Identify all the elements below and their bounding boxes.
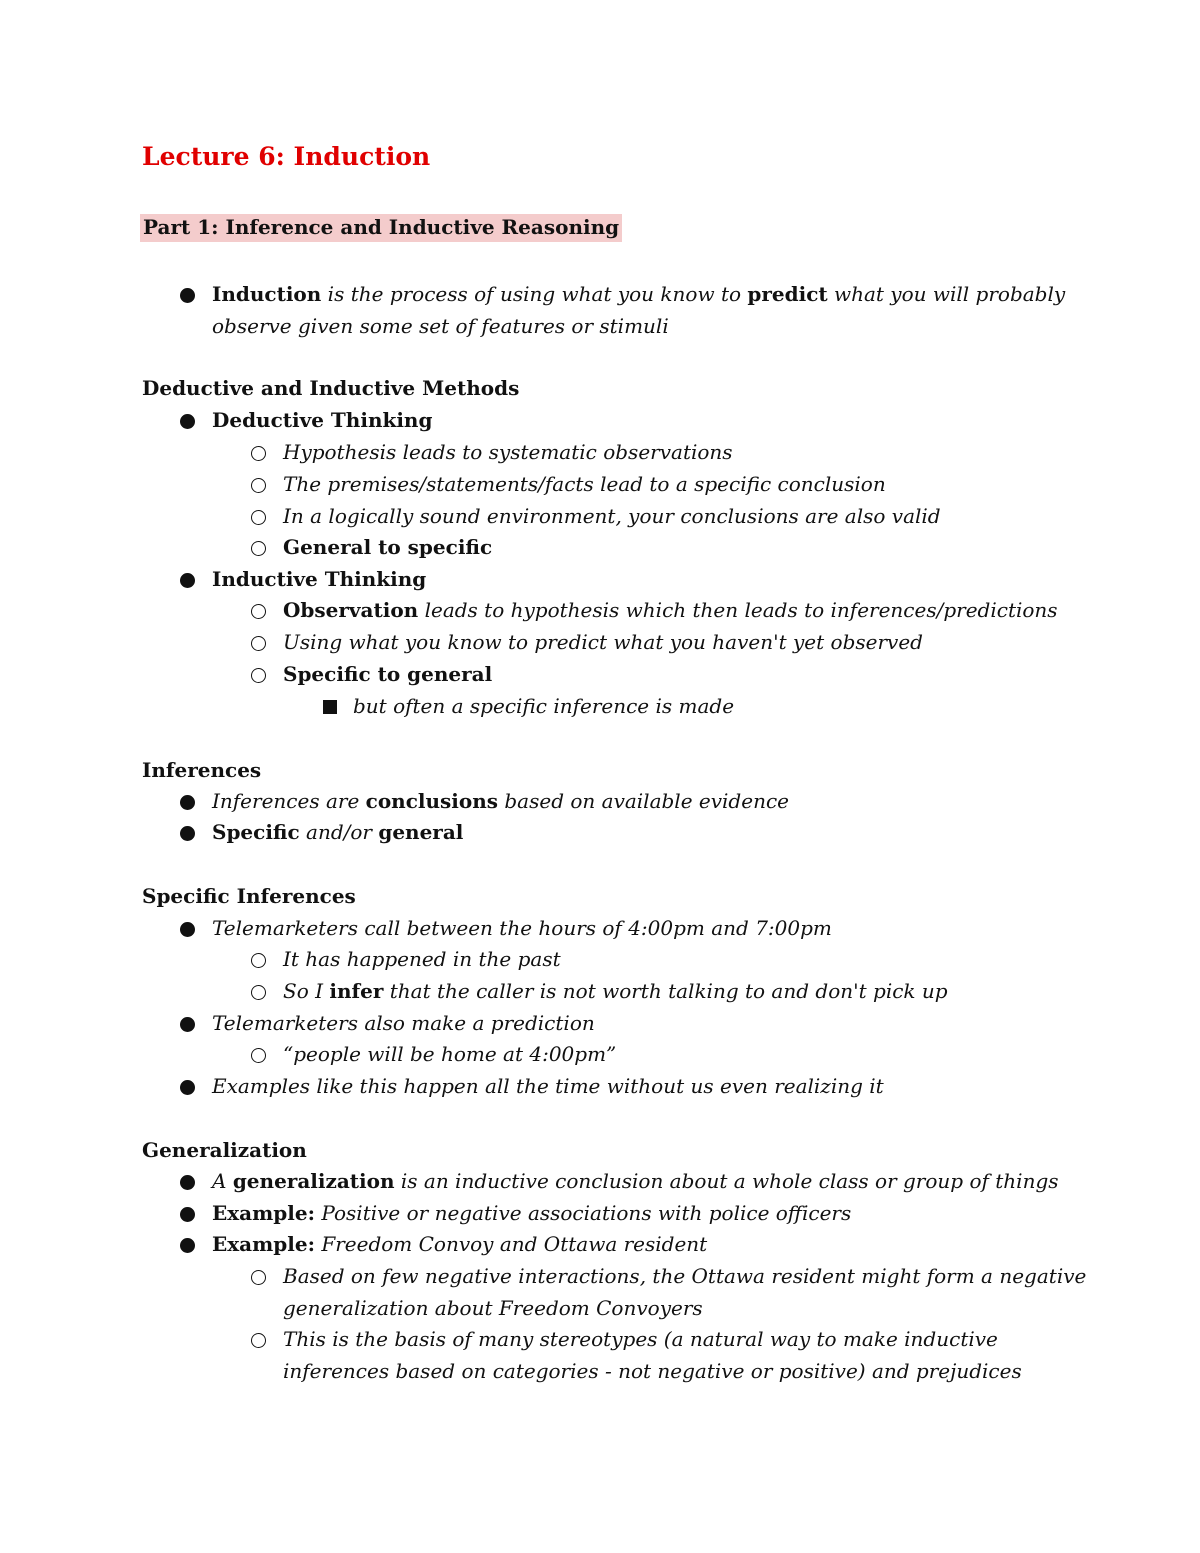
term-infer: infer bbox=[329, 979, 384, 1003]
section-heading-inferences: Inferences bbox=[142, 758, 262, 782]
generalization-point-1 bbox=[212, 1171, 1059, 1191]
bullet-disc bbox=[180, 1080, 195, 1095]
term-conclusions: conclusions bbox=[365, 789, 499, 813]
specific-1b-text: So I bbox=[283, 979, 330, 1003]
term-specific: Specific bbox=[212, 820, 300, 844]
bullet-disc bbox=[180, 826, 195, 841]
bullet-circle bbox=[251, 541, 266, 556]
bullet-circle bbox=[251, 446, 266, 461]
bullet-circle bbox=[251, 985, 266, 1000]
example-label: Example: bbox=[212, 1201, 315, 1225]
specific-point-1b bbox=[283, 981, 948, 1001]
specific-1b-text-end: that the caller is not worth talking to and don't pick up bbox=[383, 979, 948, 1003]
generalization-point-3b-line-2: inferences based on categories - not negative or positive) and prejudices bbox=[283, 1359, 1022, 1383]
bullet-circle bbox=[251, 1048, 266, 1063]
inductive-point-1-text: leads to hypothesis which then leads to inferences/predictions bbox=[418, 598, 1058, 622]
bullet-disc bbox=[180, 795, 195, 810]
generalization-point-3a-line-1: Based on few negative interactions, the Ottawa resident might form a negative bbox=[283, 1264, 1087, 1288]
bullet-circle bbox=[251, 478, 266, 493]
section-heading-specific: Specific Inferences bbox=[142, 884, 356, 908]
generalization-point-3b-line-1: This is the basis of many stereotypes (a natural way to make inductive bbox=[283, 1327, 998, 1351]
bullet-square bbox=[323, 700, 337, 714]
inferences-text: Inferences are bbox=[212, 789, 366, 813]
intro-text-end: what you will probably bbox=[827, 282, 1066, 306]
bullet-disc bbox=[180, 1017, 195, 1032]
term-observation: Observation bbox=[283, 598, 419, 622]
specific-point-1: Telemarketers call between the hours of 4:00pm and 7:00pm bbox=[212, 916, 832, 940]
specific-point-1a: It has happened in the past bbox=[283, 947, 561, 971]
generalization-point-3a-line-2: generalization about Freedom Convoyers bbox=[283, 1296, 703, 1320]
gen-1-text: A bbox=[212, 1169, 233, 1193]
inferences-text-end: based on available evidence bbox=[498, 789, 789, 813]
inductive-point-1 bbox=[283, 600, 1058, 620]
intro-line-1 bbox=[212, 284, 1065, 304]
section-heading-generalization: Generalization bbox=[142, 1138, 307, 1162]
example-text: Positive or negative associations with police officers bbox=[314, 1201, 852, 1225]
bullet-disc bbox=[180, 1175, 195, 1190]
page-title: Lecture 6: Induction bbox=[142, 142, 431, 171]
section-heading-methods: Deductive and Inductive Methods bbox=[142, 376, 520, 400]
inductive-thinking: Inductive Thinking bbox=[212, 567, 427, 591]
bullet-circle bbox=[251, 668, 266, 683]
specific-point-2a: “people will be home at 4:00pm” bbox=[283, 1042, 617, 1066]
bullet-disc bbox=[180, 1238, 195, 1253]
term-predict: predict bbox=[747, 282, 828, 306]
bullet-disc bbox=[180, 288, 195, 303]
inductive-point-3: Specific to general bbox=[283, 662, 493, 686]
bullet-circle bbox=[251, 510, 266, 525]
and-or-text: and/or bbox=[299, 820, 379, 844]
term-general: general bbox=[378, 820, 464, 844]
bullet-circle bbox=[251, 604, 266, 619]
bullet-circle bbox=[251, 1270, 266, 1285]
generalization-point-2 bbox=[212, 1203, 851, 1223]
bullet-circle bbox=[251, 953, 266, 968]
deductive-point-3: In a logically sound environment, your conclusions are also valid bbox=[283, 504, 941, 528]
term-induction: Induction bbox=[212, 282, 322, 306]
intro-text: is the process of using what you know to bbox=[321, 282, 748, 306]
deductive-thinking: Deductive Thinking bbox=[212, 408, 433, 432]
inferences-point-1 bbox=[212, 791, 789, 811]
term-generalization: generalization bbox=[232, 1169, 395, 1193]
specific-point-2: Telemarketers also make a prediction bbox=[212, 1011, 595, 1035]
bullet-circle bbox=[251, 1333, 266, 1348]
specific-point-3: Examples like this happen all the time without us even realizing it bbox=[212, 1074, 884, 1098]
inductive-subpoint: but often a specific inference is made bbox=[353, 694, 735, 718]
intro-line-2: observe given some set of features or stimuli bbox=[212, 314, 669, 338]
example-text: Freedom Convoy and Ottawa resident bbox=[314, 1232, 708, 1256]
inductive-point-2: Using what you know to predict what you haven't yet observed bbox=[283, 630, 923, 654]
deductive-point-1: Hypothesis leads to systematic observations bbox=[283, 440, 733, 464]
example-label: Example: bbox=[212, 1232, 315, 1256]
bullet-circle bbox=[251, 636, 266, 651]
deductive-point-4: General to specific bbox=[283, 535, 493, 559]
deductive-point-2: The premises/statements/facts lead to a specific conclusion bbox=[283, 472, 886, 496]
bullet-disc bbox=[180, 1207, 195, 1222]
inferences-point-2 bbox=[212, 822, 463, 842]
bullet-disc bbox=[180, 573, 195, 588]
gen-1-text-end: is an inductive conclusion about a whole class or group of things bbox=[394, 1169, 1059, 1193]
bullet-disc bbox=[180, 414, 195, 429]
part-heading: Part 1: Inference and Inductive Reasoning bbox=[140, 214, 622, 242]
generalization-point-3 bbox=[212, 1234, 707, 1254]
bullet-disc bbox=[180, 922, 195, 937]
